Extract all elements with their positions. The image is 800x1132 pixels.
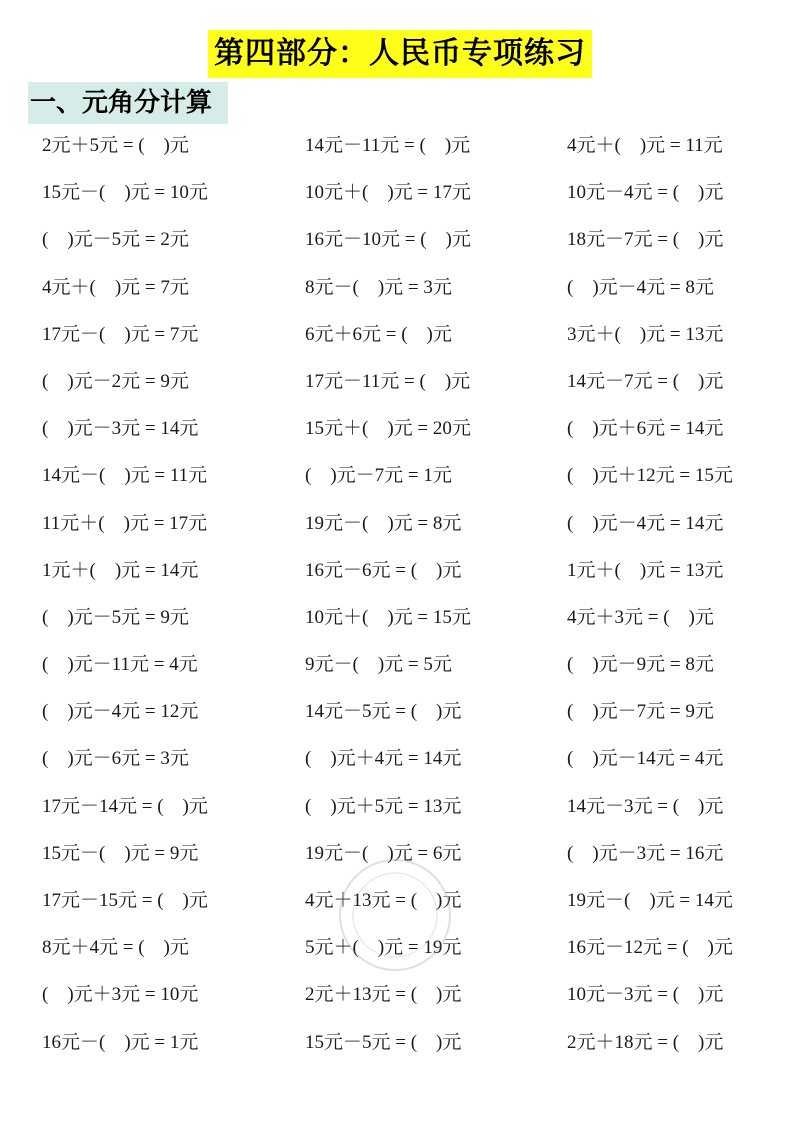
exercise-item: 17元－15元 = ( )元 [42, 890, 208, 911]
exercise-item: 18元－7元 = ( )元 [567, 229, 724, 251]
exercise-item: 17元－( )元 = 7元 [42, 323, 199, 345]
exercise-item: 10元＋( )元 = 17元 [305, 182, 471, 204]
page-title: 第四部分：人民币专项练习 [208, 30, 592, 78]
exercise-item: 17元－11元 = ( )元 [305, 370, 471, 392]
exercise-item: 16元－12元 = ( )元 [567, 937, 733, 959]
watermark-stamp [330, 850, 460, 980]
exercise-item: 6元＋6元 = ( )元 [305, 323, 452, 345]
exercise-item: ( )元－3元 = 16元 [567, 842, 724, 864]
exercise-item: 10元＋( )元 = 15元 [305, 606, 471, 628]
exercise-row [0, 358, 800, 405]
exercise-item: ( )元＋4元 = 14元 [305, 748, 462, 770]
exercise-item: 5元＋( )元 = 19元 [305, 937, 462, 959]
exercise-item: 14元－5元 = ( )元 [305, 701, 462, 723]
exercise-item: 19元－( )元 = 6元 [305, 842, 462, 864]
exercise-item: ( )元＋6元 = 14元 [567, 418, 724, 440]
section-heading: 一、元角分计算 [28, 82, 228, 124]
exercise-item: ( )元－7元 = 9元 [567, 701, 714, 723]
exercise-row [0, 500, 800, 547]
exercise-item: 4元＋( )元 = 7元 [42, 276, 189, 298]
exercise-item: 19元－( )元 = 8元 [305, 512, 462, 534]
exercise-item: 4元＋13元 = ( )元 [305, 890, 462, 911]
exercise-item: ( )元－6元 = 3元 [42, 748, 189, 770]
exercise-row [0, 547, 800, 594]
exercise-item: 4元＋3元 = ( )元 [567, 606, 714, 628]
exercise-item: 11元＋( )元 = 17元 [42, 512, 208, 534]
exercise-item: 2元＋18元 = ( )元 [567, 1031, 724, 1053]
exercise-item: 14元－3元 = ( )元 [567, 795, 724, 817]
exercise-item: 19元－( )元 = 14元 [567, 890, 733, 911]
exercise-item: 8元＋4元 = ( )元 [42, 937, 189, 959]
exercise-item: ( )元－3元 = 14元 [42, 418, 199, 440]
exercise-item: 15元－( )元 = 10元 [42, 182, 208, 204]
exercise-item: 10元－4元 = ( )元 [567, 182, 724, 204]
exercise-item: 2元＋13元 = ( )元 [305, 984, 462, 1006]
exercise-row [0, 405, 800, 452]
exercise-item: 17元－14元 = ( )元 [42, 795, 208, 817]
exercise-item: 10元－3元 = ( )元 [567, 984, 724, 1006]
exercise-item: 1元＋( )元 = 13元 [567, 559, 724, 581]
exercise-item: ( )元－4元 = 12元 [42, 701, 199, 723]
exercise-row [0, 216, 800, 263]
title-container [0, 30, 800, 78]
exercise-row [0, 641, 800, 688]
exercise-item: ( )元＋12元 = 15元 [567, 465, 733, 487]
exercise-row [0, 688, 800, 735]
exercise-item: 15元－( )元 = 9元 [42, 842, 199, 864]
exercise-row [0, 735, 800, 782]
exercise-row [0, 169, 800, 216]
exercise-item: 9元－( )元 = 5元 [305, 654, 452, 676]
exercise-item: ( )元－4元 = 8元 [567, 276, 714, 298]
exercise-item: 14元－( )元 = 11元 [42, 465, 208, 487]
exercise-item: ( )元－2元 = 9元 [42, 370, 189, 392]
exercise-item: 16元－6元 = ( )元 [305, 559, 462, 581]
exercise-item: 3元＋( )元 = 13元 [567, 323, 724, 345]
exercise-item: ( )元－7元 = 1元 [305, 465, 452, 487]
exercise-row [0, 452, 800, 499]
exercise-item: ( )元－14元 = 4元 [567, 748, 724, 770]
exercise-item: 15元＋( )元 = 20元 [305, 418, 471, 440]
exercise-row [0, 1019, 800, 1066]
exercise-item: ( )元－9元 = 8元 [567, 654, 714, 676]
exercise-item: ( )元＋3元 = 10元 [42, 984, 199, 1006]
exercise-item: ( )元＋5元 = 13元 [305, 795, 462, 817]
exercise-item: 14元－11元 = ( )元 [305, 135, 471, 156]
exercise-row [0, 264, 800, 311]
exercise-row [0, 783, 800, 830]
exercise-item: ( )元－11元 = 4元 [42, 654, 198, 676]
exercise-row [0, 122, 800, 169]
exercise-item: 8元－( )元 = 3元 [305, 276, 452, 298]
exercise-item: ( )元－5元 = 9元 [42, 606, 189, 628]
exercise-item: 15元－5元 = ( )元 [305, 1031, 462, 1053]
exercise-item: 4元＋( )元 = 11元 [567, 135, 723, 156]
exercise-item: 14元－7元 = ( )元 [567, 370, 724, 392]
exercise-row [0, 594, 800, 641]
exercise-item: ( )元－5元 = 2元 [42, 229, 189, 251]
exercise-item: 16元－10元 = ( )元 [305, 229, 471, 251]
exercise-item: 1元＋( )元 = 14元 [42, 559, 199, 581]
exercise-item: 2元＋5元 = ( )元 [42, 135, 189, 156]
exercise-item: 16元－( )元 = 1元 [42, 1031, 199, 1053]
exercise-row [0, 311, 800, 358]
exercise-item: ( )元－4元 = 14元 [567, 512, 724, 534]
